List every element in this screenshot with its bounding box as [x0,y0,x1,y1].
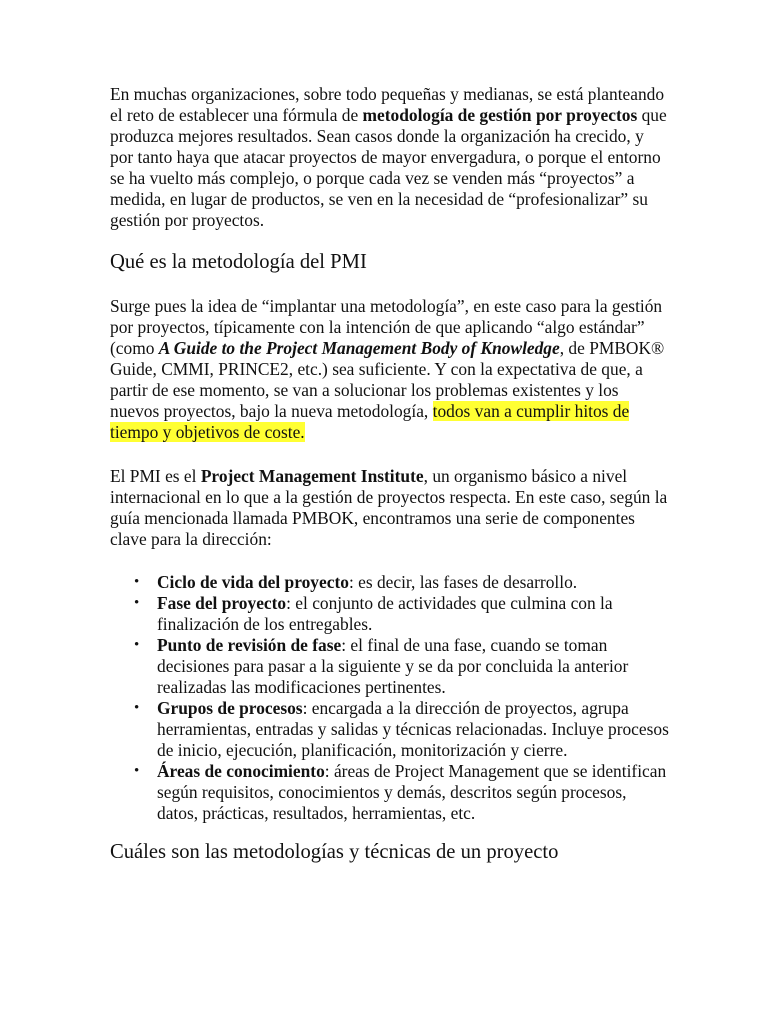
list-item-desc: : es decir, las fases de desarrollo. [348,572,578,592]
list-item-desc: : áreas de Project Management que se identifican según requisitos, conocimientos y demás, descritos según procesos, datos, prácticas, resultados, herramientas, etc. [157,761,667,823]
list-item-desc: : encargada a la dirección de proyectos, agrupa herramientas, entradas y salidas y técnicas relacionadas. Incluye procesos de inicio, ejecución, planificación, monitorización y cierre. [157,698,669,760]
intro-text-1: En muchas organizaciones, sobre todo pequeñas y medianas, se está planteando el reto de establecer una fórmula de [110,84,665,125]
list-item-term: Punto de revisión de fase [157,635,342,655]
intro-bold-term: metodología de gestión por proyectos [362,105,638,125]
pmi-text-1: El PMI es el [110,466,201,486]
list-item [134,572,670,593]
pmi-text-2: , un organismo básico a nivel internacional en lo que a la gestión de proyectos respecta. En este caso, según la guía mencionada llamada PMBOK, encontramos una serie de componentes clave para la dirección: [110,466,668,549]
heading-pmi: Qué es la metodología del PMI [110,251,367,273]
bullet-icon: • [134,595,140,611]
list-item-term: Grupos de procesos [157,698,303,718]
list-item-desc: : el conjunto de actividades que culmina con la finalización de los entregables. [157,593,613,634]
list-item-desc: : el final de una fase, cuando se toman decisiones para pasar a la siguiente y se da por concluida la anterior realizadas las modificaciones pertinentes. [157,635,629,697]
heading-metodologias: Cuáles son las metodologías y técnicas de un proyecto [110,841,559,863]
bullet-icon: • [134,574,140,590]
bullet-icon: • [134,637,140,653]
pmi-paragraph [110,466,670,550]
list-item [134,593,670,635]
list-item [134,761,670,824]
list-item-term: Fase del proyecto [157,593,287,613]
bullet-icon: • [134,763,140,779]
highlighted-text: todos van a cumplir hitos de tiempo y objetivos de coste. [110,401,630,442]
surge-book-title: A Guide to the Project Management Body of Knowledge [158,338,560,358]
surge-text-1: Surge pues la idea de “implantar una metodología”, en este caso para la gestión por proyectos, típicamente con la intención de que aplicando “algo estándar” (como [110,296,663,358]
components-list [110,572,670,824]
surge-paragraph [110,296,670,443]
intro-text-2: que produzca mejores resultados. Sean casos donde la organización ha crecido, y por tanto haya que atacar proyectos de mayor envergadura, o porque el entorno se ha vuelto más complejo, o porque cada vez se venden más “proyectos” a medida, en lugar de productos, se ven en la necesidad de “profesionalizar” su gestión por proyectos. [110,105,667,230]
document-page [110,84,670,864]
list-item [134,635,670,698]
pmi-bold-term: Project Management Institute [200,466,424,486]
list-item-term: Áreas de conocimiento [157,761,325,781]
bullet-icon: • [134,700,140,716]
intro-paragraph [110,84,670,231]
list-item-term: Ciclo de vida del proyecto [157,572,349,592]
list-item [134,698,670,761]
surge-text-2: , de PMBOK® Guide, CMMI, PRINCE2, etc.) sea suficiente. Y con la expectativa de que, a partir de ese momento, se van a solucionar los problemas existentes y los nuevos proyectos, bajo la nueva metodología, [110,338,665,421]
